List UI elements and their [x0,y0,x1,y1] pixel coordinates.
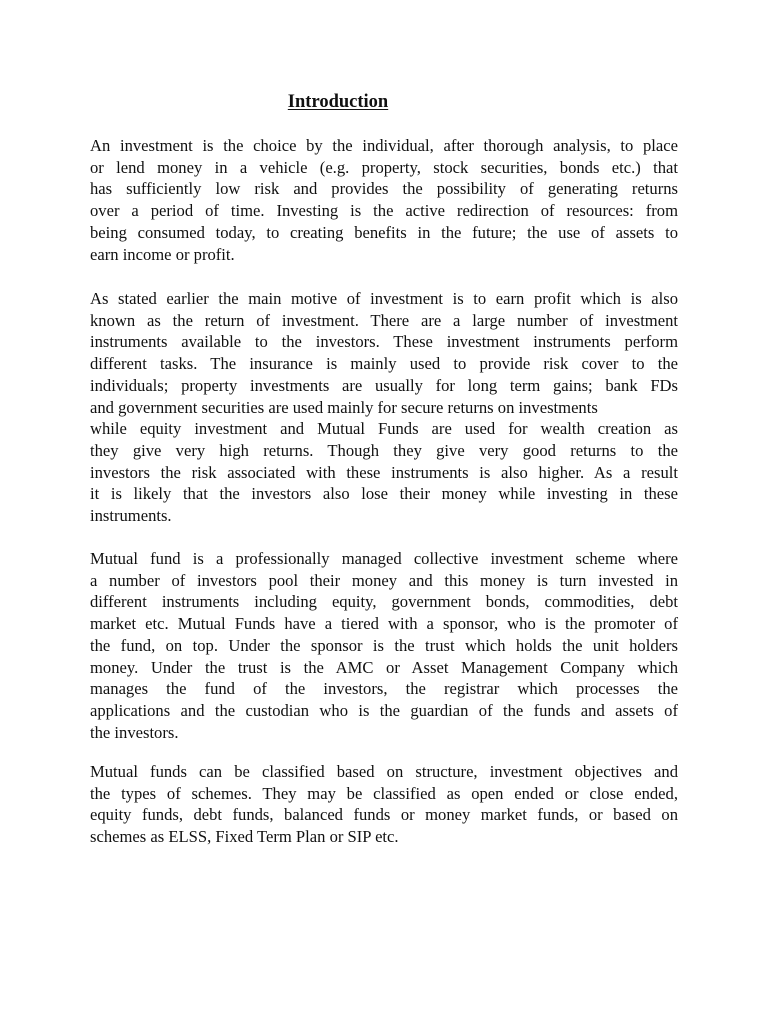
page-title: Introduction [287,92,389,112]
text-line: different instruments including equity, government bonds, commodities, debt [90,592,678,612]
paragraph-mutual-fund-structure [90,548,678,743]
text-line: instruments available to the investors. These investment instruments perform [90,332,678,352]
text-line: the fund, on top. Under the sponsor is the trust which holds the unit holders [90,635,678,655]
text-line: over a period of time. Investing is the active redirection of resources: from [90,201,678,221]
text-line: has sufficiently low risk and provides the possibility of generating returns [90,179,678,199]
paragraph-investment-motive [90,288,678,527]
text-line: while equity investment and Mutual Funds are used for wealth creation as [90,419,678,439]
text-line: equity funds, debt funds, balanced funds or money market funds, or based on [90,805,678,825]
text-line: earn income or profit. [90,244,235,264]
text-line: different tasks. The insurance is mainly used to provide risk cover to the [90,354,678,374]
text-line: a number of investors pool their money and this money is turn invested in [90,570,678,590]
text-line: Mutual fund is a professionally managed collective investment scheme where [90,549,678,568]
text-line: applications and the custodian who is the guardian of the funds and assets of [90,700,678,720]
text-line: instruments. [90,506,172,526]
paragraph-mutual-fund-classification [90,761,678,848]
text-line: money. Under the trust is the AMC or Asset Management Company which [90,657,678,677]
text-line: known as the return of investment. There are a large number of investment [90,310,678,330]
text-line: manages the fund of the investors, the registrar which processes the [90,679,678,699]
text-line: the types of schemes. They may be classified as open ended or close ended, [90,783,678,803]
text-line: the investors. [90,722,179,742]
text-line: schemes as ELSS, Fixed Term Plan or SIP etc. [90,827,399,847]
text-line: they give very high returns. Though they give very good returns to the [90,440,678,460]
text-line: or lend money in a vehicle (e.g. property, stock securities, bonds etc.) that [90,157,678,177]
text-line: individuals; property investments are usually for long term gains; bank FDs [90,375,678,395]
text-line: An investment is the choice by the individual, after thorough analysis, to place [90,136,678,155]
text-line: Mutual funds can be classified based on structure, investment objectives and [90,762,678,781]
text-line: As stated earlier the main motive of investment is to earn profit which is also [90,289,678,308]
text-line: and government securities are used mainly for secure returns on investments [90,397,598,417]
text-line: being consumed today, to creating benefits in the future; the use of assets to [90,222,678,242]
text-line: market etc. Mutual Funds have a tiered with a sponsor, who is the promoter of [90,614,678,634]
text-line: investors the risk associated with these instruments is also higher. As a result [90,462,678,482]
paragraph-investment-definition [90,135,678,265]
text-line: it is likely that the investors also lose their money while investing in these [90,484,678,504]
